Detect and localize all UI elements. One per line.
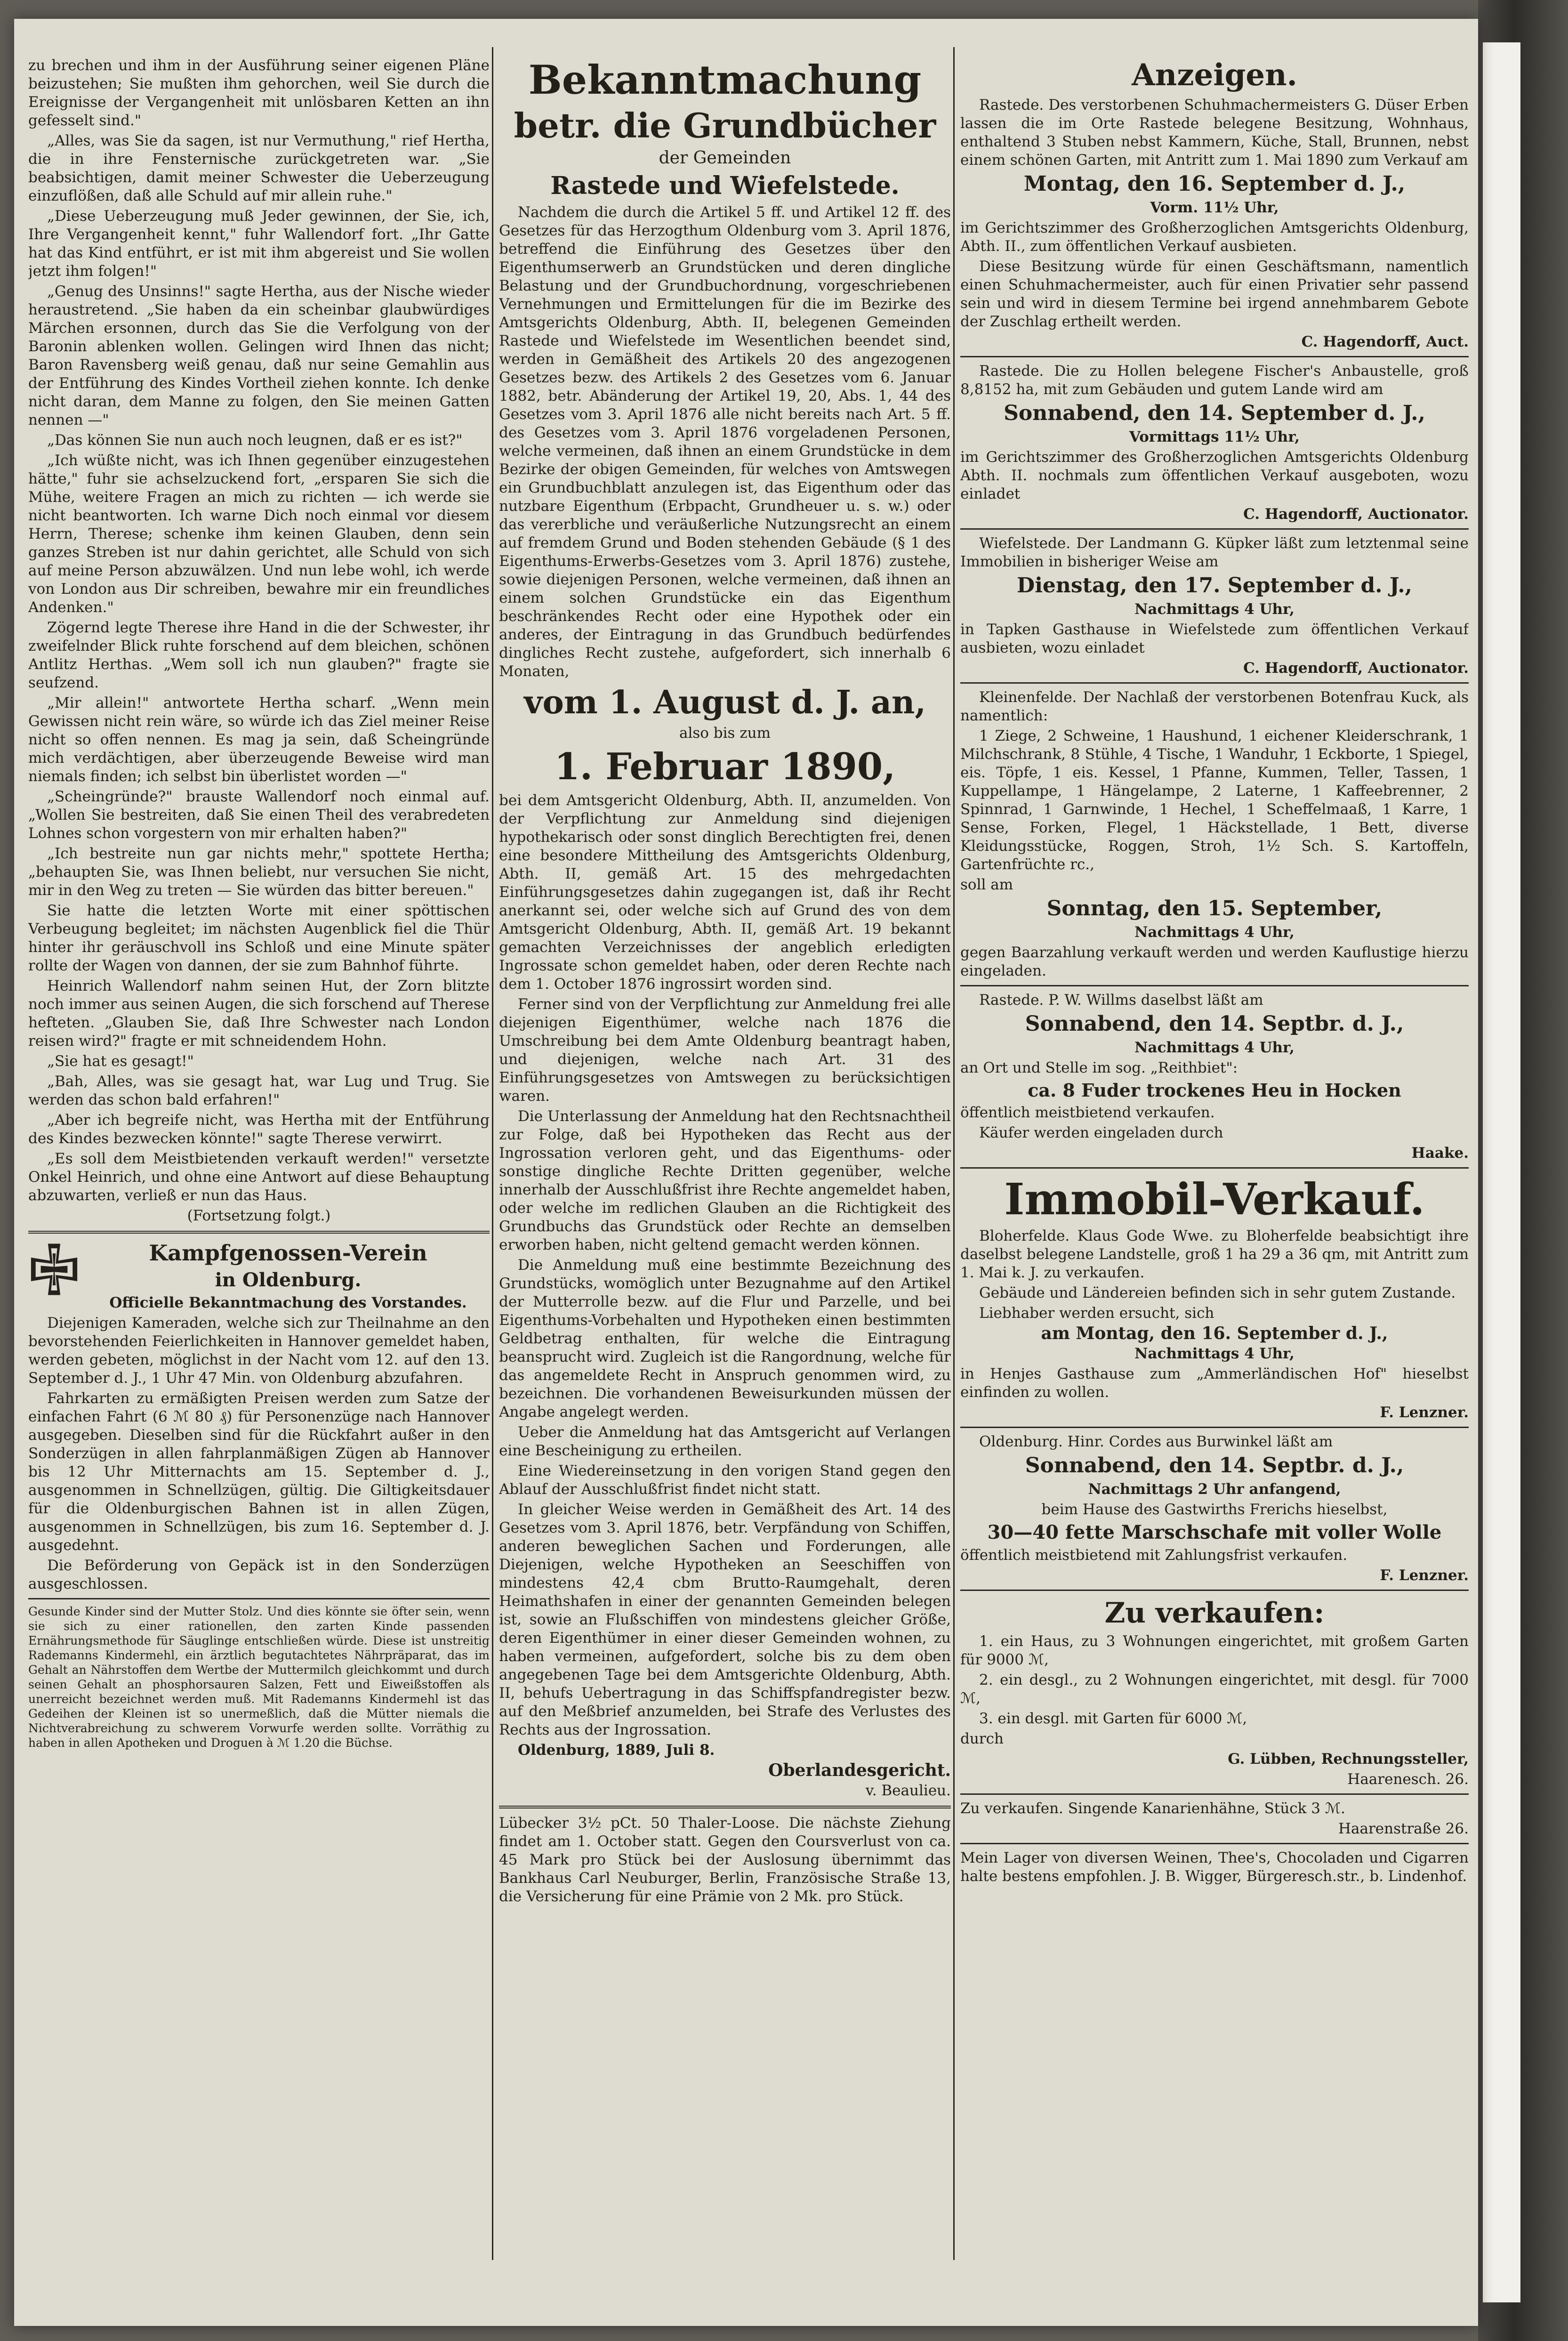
ad-signature: C. Hagendorff, Auct. (1301, 333, 1469, 350)
ad-date: Sonnabend, den 14. September d. J., (1004, 401, 1425, 425)
column-left (28, 57, 490, 1752)
notice-court: Oberlandesgericht. (768, 1760, 951, 1780)
story-paragraph: „Ich wüßte nicht, was ich Ihnen gegenüber einzugestehen hätte," fuhr sie achselzuckend fort, „ersparen Sie sich die Mühe, weitere Fragen an mich zu richten — ich werde sie nicht beantworten. Ich warne Dich noch einmal vor diesem Herrn, Therese; schenke ihm keinen Glauben, denn sein ganzes Streben ist nur dahin gerichtet, alle Schuld von sich auf meine Person abzuwälzen. Und nun lebe wohl, ich werde von London aus Dir schreiben, bewahre mir ein freundliches Andenken." (28, 452, 490, 616)
newspaper-page (14, 19, 1478, 2326)
ad-kuepker (960, 534, 1469, 678)
deadline-to: 1. Februar 1890, (554, 745, 896, 788)
ad-date: Sonnabend, den 14. Septbr. d. J., (1025, 1453, 1404, 1477)
ad-text: Rastede. Die zu Hollen belegene Fischer's Anbaustelle, groß 8,8152 ha, mit zum Gebäuden und gutem Lande wird am (960, 363, 1469, 398)
ad-item: ca. 8 Fuder trockenes Heu in Hocken (1028, 1080, 1401, 1101)
ad-signature: F. Lenzner. (1380, 1567, 1469, 1584)
ad-time: Nachmittags 4 Uhr, (1134, 1039, 1295, 1056)
story-paragraph: Heinrich Wallendorf nahm seinen Hut, der Zorn blitzte noch immer aus seinen Augen, die sich forschend auf Therese hefteten. „Glauben Sie, daß Ihre Schwester nach London reisen wird?" fragte er mit schneidendem Hohn. (28, 977, 490, 1049)
ad-text: Käufer werden eingeladen durch (979, 1124, 1223, 1141)
ad-date: Montag, den 16. September d. J., (1023, 172, 1406, 196)
story-paragraph: „Sie hat es gesagt!" (47, 1053, 194, 1070)
ad-text: im Gerichtszimmer des Großherzoglichen Amtsgerichts Oldenburg, Abth. II., zum öffentlichen Verkauf ausbieten. (960, 219, 1469, 255)
ad-text: in Henjes Gasthause zum „Ammerländischen Hof" hieselbst einfinden zu wollen. (960, 1365, 1469, 1401)
divider (499, 1806, 951, 1808)
divider (28, 1598, 490, 1599)
notice-signer: v. Beaulieu. (865, 1782, 951, 1799)
verein-title: Kampfgenossen-Verein (149, 1240, 427, 1266)
notice-paragraph: Eine Wiedereinsetzung in den vorigen Stand gegen den Ablauf der Ausschlußfrist findet nicht statt. (499, 1462, 951, 1498)
verein-paragraph: Fahrkarten zu ermäßigten Preisen werden zum Satze der einfachen Fahrt (6 ℳ 80 ₰) für Personenzüge nach Hannover ausgegeben. Dieselben sind für die Rückfahrt außer in den Sonderzügen in allen fahrplanmäßigen Zügen ab Hannover bis 12 Uhr Mitternachts am 15. September d. J., ausgenommen in Schnellzügen, gültig. Die Giltigkeitsdauer für die Oldenburgischen Bahnen ist in allen Zügen, ausgenommen in Schnellzügen, bis zum 16. September d. J. ausgedehnt. (28, 1390, 490, 1554)
story-paragraph: „Das können Sie nun auch noch leugnen, daß er es ist?" (47, 432, 463, 449)
ad-luebben (960, 1596, 1469, 1789)
divider (28, 1231, 490, 1234)
ad-date: am Montag, den 16. September d. J., (1041, 1324, 1388, 1343)
ad-text: Oldenburg. Hinr. Cordes aus Burwinkel läßt am (979, 1433, 1333, 1450)
column-rule (492, 47, 493, 2260)
divider (960, 1793, 1469, 1795)
verein-paragraph: Diejenigen Kameraden, welche sich zur Theilnahme an den bevorstehenden Feierlichkeiten in Hannover gemeldet haben, werden gebeten, möglichst in der Nacht vom 12. auf den 13. September d. J., 1 Uhr 47 Min. von Oldenburg abzufahren. (28, 1315, 490, 1387)
column-middle (499, 57, 951, 1908)
ad-text: an Ort und Stelle im sog. „Reithbiet": (960, 1059, 1238, 1076)
notice-paragraph: In gleicher Weise werden in Gemäßheit des Art. 14 des Gesetzes vom 3. April 1876, betr. Verpfändung von Schiffen, anderen beweglichen Sachen und Forderungen, alle Diejenigen, welche Hypotheken an Seeschiffen von mindestens 42,4 cbm Brutto-Raumgehalt, deren Heimathshafen in einer der genannten Gemeinden belegen ist, sowie an Flußschiffen von mindestens gleicher Größe, deren Eigenthümer in einer dieser Gemeinden wohnen, zu haben vermeinen, aufgefordert, solche bis zu dem oben angegebenen Tage bei dem Amtsgerichte Oldenburg, Abth. II, behufs Uebertragung in das Schiffspfandregister bezw. auf den Meßbrief anzumelden, bei Strafe des Verlustes des Rechts aus der Ingrossation. (499, 1501, 951, 1738)
notice-paragraph: bei dem Amtsgericht Oldenburg, Abth. II, anzumelden. Von der Verpflichtung zur Anmeldung sind diejenigen hypothekarisch oder sonst dinglich Berechtigten frei, denen eine besondere Mittheilung des Amtsgerichts Oldenburg, Abth. II, gemäß Art. 15 des mehrgedachten Einführungsgesetzes dahin zugegangen ist, daß ihr Recht anerkannt sei, oder welche sich auf Grund des von dem Amtsgericht Oldenburg, Abth. II, gemäß Art. 19 bekannt gemachten Verzeichnisses der angeblich erledigten Ingrossate schon gemeldet haben, oder deren Rechte nach dem 1. October 1876 ingrossirt worden sind. (499, 792, 951, 993)
ad-text: Diese Besitzung würde für einen Geschäftsmann, namentlich einen Schuhmachermeister, auch für einen Privatier sehr passend sein und wird in diesem Termine bei irgend annehmbarem Gebote der Zuschlag ertheilt werden. (960, 258, 1469, 330)
ad-text: Wiefelstede. Der Landmann G. Küpker läßt zum letztenmal seine Immobilien in bisheriger Weise am (960, 535, 1469, 570)
ad-text: Rastede. P. W. Willms daselbst läßt am (979, 992, 1263, 1009)
ad-text: in Tapken Gasthause in Wiefelstede zum öffentlichen Verkauf ausbieten, wozu einladet (960, 621, 1469, 656)
ad-text: beim Hause des Gastwirths Frerichs hieselbst, (1041, 1501, 1388, 1518)
ad-text: Kleinenfelde. Der Nachlaß der verstorbenen Botenfrau Kuck, als namentlich: (960, 689, 1469, 724)
ad-time: Vorm. 11½ Uhr, (1150, 199, 1279, 216)
ad-text: im Gerichtszimmer des Großherzoglichen Amtsgerichts Oldenburg Abth. II. nochmals zum öffentlichen Verkauf ausgeboten, wozu einladet (960, 449, 1469, 502)
story-paragraph: „Alles, was Sie da sagen, ist nur Vermuthung," rief Hertha, die in ihre Fensternische zurückgetreten war. „Sie beabsichtigen, damit meiner Schwester die Ueberzeugung einzuflößen, daß alle Schuld auf mir allein ruhe." (28, 132, 490, 204)
ad-kuck (960, 688, 1469, 980)
sale-heading: Zu verkaufen: (1104, 1597, 1325, 1630)
ad-address: Haarenesch. 26. (1347, 1771, 1469, 1788)
ad-text: durch (960, 1730, 1004, 1747)
story-paragraph: zu brechen und ihm in der Ausführung seiner eigenen Pläne beizustehen; Sie mußten ihm gehorchen, weil Sie durch die Ereignisse der Vergangenheit mit unlösbaren Ketten an ihn gefesselt sind." (28, 57, 490, 129)
ad-date: Sonntag, den 15. September, (1046, 896, 1383, 920)
ad-signature: Haake. (1411, 1145, 1469, 1162)
ad-address: Haarenstraße 26. (1338, 1820, 1469, 1837)
notice-municipalities-label: der Gemeinden (659, 148, 791, 168)
story-paragraph: „Bah, Alles, was sie gesagt hat, war Lug und Trug. Sie werden das schon bald erfahren!" (28, 1073, 490, 1108)
ad-item-list: 1 Ziege, 2 Schweine, 1 Haushund, 1 eichener Kleiderschrank, 1 Milchschrank, 8 Stühle, 4 Tische, 1 Wanduhr, 1 Eckborte, 1 Spiegel, eis. Töpfe, 1 eis. Kessel, 1 Pfanne, Kummen, Teller, Tassen, 1 Kuppellampe, 1 Hängelampe, 2 Laterne, 1 Kaffeebrenner, 2 Spinnrad, 1 Garnwinde, 1 Hechel, 1 Scheffelmaaß, 1 Karre, 1 Sense, Forken, Flegel, 1 Häckstellade, 1 Bett, diverse Kleidungsstücke, Roggen, Stroh, 1½ Sch. S. Kartoffeln, Gartenfrüchte rc., (960, 727, 1469, 873)
ad-signature: C. Hagendorff, Auctionator. (1243, 506, 1469, 523)
ad-time: Nachmittags 4 Uhr, (1134, 601, 1295, 618)
ad-signature: C. Hagendorff, Auctionator. (1243, 660, 1469, 677)
deadline-also: also bis zum (679, 725, 771, 742)
divider (960, 1427, 1469, 1428)
ad-text: öffentlich meistbietend mit Zahlungsfrist verkaufen. (960, 1547, 1348, 1564)
ad-signature: G. Lübben, Rechnungssteller, (1228, 1751, 1469, 1768)
story-paragraph: Sie hatte die letzten Worte mit einer spöttischen Verbeugung begleitet; im nächsten Augenblick fiel die Thür hinter ihr geräuschvoll ins Schloß und eine Minute später rollte der Wagen von dannen, der sie zum Bahnhof führte. (28, 902, 490, 974)
ad-signature: F. Lenzner. (1380, 1404, 1469, 1421)
verein-city: in Oldenburg. (215, 1269, 362, 1291)
divider (960, 985, 1469, 986)
ad-cordes (960, 1433, 1469, 1585)
column-right (960, 57, 1469, 1888)
sale-item: 3. ein desgl. mit Garten für 6000 ℳ, (979, 1710, 1247, 1727)
story-paragraph: „Ich bestreite nun gar nichts mehr," spottete Hertha; „behaupten Sie, was Ihnen beliebt, nur versuchen Sie nicht, mir in den Weg zu treten — Sie würden das bitter bereuen." (28, 845, 490, 899)
notice-paragraph: Nachdem die durch die Artikel 5 ff. und Artikel 12 ff. des Gesetzes für das Herzogthum Oldenburg vom 3. April 1876, betreffend die Einführung des Gesetzes über den Eigenthumserwerb an Grundstücken und deren dingliche Belastung und der Grundbuchordnung, vorgeschriebenen Vernehmungen und Ermittelungen für die im Bezirke des Amtsgerichts Oldenburg, Abth. II, belegenen Gemeinden Rastede und Wiefelstede im Wesentlichen beendet sind, werden in Gemäßheit des Artikels 20 des angezogenen Gesetzes bezw. des Artikels 2 des Gesetzes vom 6. Januar 1882, betr. Abänderung der Artikel 19, 20, Abs. 1, 44 des Gesetzes vom 3. April 1876 alle nicht bereits nach Art. 5 ff. des Gesetzes vom 3. April 1876 vorgeladenen Personen, welche vermeinen, daß ihnen an einem Grundstücke in dem Bezirke der obigen Gemeinden, für welches von Amtswegen ein Grundbuchblatt anzulegen ist, das Eigenthum oder das nutzbare Eigenthum (Erbpacht, Grundheuer u. s. w.) oder das vererbliche und veräußerliche Nutzungsrecht an einem auf fremdem Grund und Boden stehenden Gebäude (§ 1 des Eigenthums-Erwerbs-Gesetzes vom 3. April 1876) zustehe, sowie diejenigen Personen, welche vermeinen, daß ihnen an einem solchen Grundstücke ein das Eigenthum beschränkendes Recht oder eine Hypothek oder ein anderes, der Eintragung in das Grundbuch bedürfendes dingliches Recht zustehe, aufgefordert, sich innerhalb 6 Monaten, (499, 204, 951, 680)
ad-gode (960, 1227, 1469, 1422)
ad-text: Rastede. Des verstorbenen Schuhmachermeisters G. Düser Erben lassen die im Orte Rastede belegene Besitzung, Wohnhaus, enthaltend 3 Stuben nebst Kammern, Küche, Stall, Brunnen, nebst einem schönen Garten, mit Antritt zum 1. Mai 1890 zum Verkauf am (960, 97, 1469, 169)
ad-text: soll am (960, 876, 1013, 893)
notice-municipalities: Rastede und Wiefelstede. (550, 171, 900, 200)
ads-heading: Anzeigen. (1132, 57, 1297, 93)
divider (960, 1167, 1469, 1169)
ad-willms (960, 991, 1469, 1162)
story-continued: (Fortsetzung folgt.) (187, 1207, 331, 1224)
immobil-heading: Immobil-Verkauf. (1004, 1174, 1425, 1225)
wigger-ad: Mein Lager von diversen Weinen, Thee's, Chocoladen und Cigarren halte bestens empfohlen. J. B. Wigger, Bürgeresch.str., b. Lindenhof. (960, 1849, 1469, 1885)
notice-subtitle: betr. die Grundbücher (514, 105, 936, 145)
serial-story (28, 57, 490, 1225)
ad-text: Gebäude und Ländereien befinden sich in sehr gutem Zustande. (979, 1284, 1456, 1301)
divider (960, 528, 1469, 530)
ad-time: Vormittags 11½ Uhr, (1129, 428, 1300, 445)
ad-time: Nachmittags 2 Uhr anfangend, (1088, 1481, 1341, 1498)
divider (960, 1843, 1469, 1844)
ad-date: Sonnabend, den 14. Septbr. d. J., (1025, 1012, 1404, 1036)
notice-paragraph: Ferner sind von der Verpflichtung zur Anmeldung frei alle diejenigen Eigenthümer, welche nach 1876 die Umschreibung bei dem Amte Oldenburg beantragt haben, und diejenigen, welche nach Art. 31 des Einführungsgesetzes von Amtswegen zu berücksichtigen waren. (499, 996, 951, 1105)
divider (960, 356, 1469, 357)
ad-item: 30—40 fette Marschschafe mit voller Wolle (987, 1521, 1442, 1543)
sale-item: 2. ein desgl., zu 2 Wohnungen eingerichtet, mit desgl. für 7000 ℳ, (960, 1671, 1469, 1707)
kampfgenossen-notice (28, 1239, 490, 1593)
ad-text: öffentlich meistbietend verkaufen. (960, 1104, 1215, 1121)
verein-subtitle: Officielle Bekanntmachung des Vorstandes. (109, 1294, 467, 1311)
ad-duser (960, 96, 1469, 351)
notice-title: Bekanntmachung (528, 57, 922, 103)
verein-paragraph: Die Beförderung von Gepäck ist in den Sonderzügen ausgeschlossen. (28, 1557, 490, 1592)
adjacent-page-edge (1483, 42, 1520, 2302)
divider (960, 682, 1469, 684)
ad-fischer (960, 362, 1469, 524)
deadline-from: vom 1. August d. J. an, (523, 684, 926, 721)
notice-paragraph: Ueber die Anmeldung hat das Amtsgericht auf Verlangen eine Bescheinigung zu ertheilen. (499, 1424, 951, 1459)
column-rule (953, 47, 955, 2260)
story-paragraph: „Diese Ueberzeugung muß Jeder gewinnen, der Sie, ich, Ihre Vergangenheit kennt," fuhr Wallendorf fort. „Ihr Gatte hat das Kind entführt, er ist mit ihm abgereist und Sie wollen jetzt ihm folgen!" (28, 208, 490, 280)
iron-cross-icon (28, 1241, 80, 1298)
story-paragraph: „Es soll dem Meistbietenden verkauft werden!" versetzte Onkel Heinrich, und ohne eine Antwort auf diese Behauptung abzuwarten, verließ er nun das Haus. (28, 1150, 490, 1204)
ad-date: Dienstag, den 17. September d. J., (1017, 573, 1412, 597)
divider (960, 1590, 1469, 1591)
ad-text: gegen Baarzahlung verkauft werden und werden Kauflustige hierzu eingeladen. (960, 944, 1469, 979)
ad-text: Liebhaber werden ersucht, sich (979, 1305, 1214, 1322)
story-paragraph: „Genug des Unsinns!" sagte Hertha, aus der Nische wieder heraustretend. „Sie haben da ein scheinbar glaubwürdiges Märchen ersonnen, durch das Sie die Verfolgung von der Baronin ablenken wollen. Gelingen wird Ihnen das nicht; Baron Ravensberg weiß genau, daß nur seine Gemahlin aus der Entführung des Kindes Vortheil ziehen konnte. Ich denke nicht daran, dem Manne zu folgen, den Sie meinen Gatten nennen —" (28, 283, 490, 428)
ad-time: Nachmittags 4 Uhr, (1134, 924, 1295, 941)
story-paragraph: „Aber ich begreife nicht, was Hertha mit der Entführung des Kindes bezwecken könnte!" sagte Therese verwirrt. (28, 1112, 490, 1147)
lottery-ad: Lübecker 3½ pCt. 50 Thaler-Loose. Die nächste Ziehung findet am 1. October statt. Gegen den Coursverlust von ca. 45 Mark pro Stück bei der Auslosung übernimmt das Bankhaus Carl Neuburger, Berlin, Französische Straße 13, die Versicherung für eine Prämie von 2 Mk. pro Stück. (499, 1815, 951, 1905)
notice-paragraph: Die Anmeldung muß eine bestimmte Bezeichnung des Grundstücks, womöglich unter Bezugnahme auf den Artikel der Mutterrolle bezw. auf die Flur und Parzelle, und bei Eigenthums-Vorbehalten und Hypotheken einen bestimmten Geldbetrag enthalten, für welche die Eintragung beansprucht wird. Zugleich ist die Rangordnung, welche für das angemeldete Recht in Anspruch genommen wird, zu bezeichnen. Die vorhandenen Beweisurkunden müssen der Angabe angelegt werden. (499, 1257, 951, 1421)
ad-text: Bloherfelde. Klaus Gode Wwe. zu Bloherfelde beabsichtigt ihre daselbst belegene Landstelle, groß 1 ha 29 a 36 qm, mit Antritt zum 1. Mai k. J. zu verkaufen. (960, 1227, 1469, 1281)
story-paragraph: „Scheingründe?" brauste Wallendorf noch einmal auf. „Wollen Sie bestreiten, daß Sie einen Theil des verabredeten Lohnes schon vorgestern von mir erhalten haben?" (28, 788, 490, 842)
kindermehl-ad: Gesunde Kinder sind der Mutter Stolz. Und dies könnte sie öfter sein, wenn sie sich zu einer rationellen, den zarten Kinde passenden Ernährungsmethode für Säuglinge entschließen würde. Diese ist unstreitig Rademanns Kindermehl, ein ärztlich begutachtetes Nährpräparat, das im Gehalt an Nährstoffen dem Wertbe der Muttermilch gleichkommt und durch seinen Gehalt an phosphorsauren Salzen, Fett und Eiweißstoffen als unerreicht bezeichnet werden muß. Mit Rademanns Kindermehl ist das Gedeihen der Kleinen ist so unermeßlich, daß die Mütter niemals die Nichtverabreichung zu schwerem Vorwurfe werden sollte. Vorräthig zu haben in allen Apotheken und Droguen à ℳ 1.20 die Büchse. (28, 1605, 490, 1750)
ad-time: Nachmittags 4 Uhr, (1134, 1345, 1295, 1362)
canary-ad: Zu verkaufen. Singende Kanarienhähne, Stück 3 ℳ. (960, 1800, 1345, 1817)
story-paragraph: „Mir allein!" antwortete Hertha scharf. „Wenn mein Gewissen nicht rein wäre, so würde ich das Ziel meiner Reise nicht so offen nennen. Es mag ja sein, daß Scheingründe mich verdächtigen, aber überzeugende Beweise wird man niemals finden; ich selbst bin überlistet worden —" (28, 694, 490, 785)
notice-place-date: Oldenburg, 1889, Juli 8. (518, 1742, 715, 1759)
story-paragraph: Zögernd legte Therese ihre Hand in die der Schwester, ihr zweifelnder Blick ruhte forschend auf dem bleichen, schönen Antlitz Herthas. „Wem soll ich nun glauben?" fragte sie seufzend. (28, 619, 490, 691)
sale-item: 1. ein Haus, zu 3 Wohnungen eingerichtet, mit großem Garten für 9000 ℳ, (960, 1633, 1469, 1668)
notice-paragraph: Die Unterlassung der Anmeldung hat den Rechtsnachtheil zur Folge, daß bei Hypotheken das Recht aus der Ingrossation verloren geht, und das Eigenthums- oder sonstige dingliche Rechte Dritten gegenüber, welche innerhalb der Ausschlußfrist ihre Rechte angemeldet haben, oder welche im redlichen Glauben an die Richtigkeit des Grundbuchs das Grundstück oder Rechte an demselben erworben haben, nicht geltend gemacht werden können. (499, 1108, 951, 1253)
